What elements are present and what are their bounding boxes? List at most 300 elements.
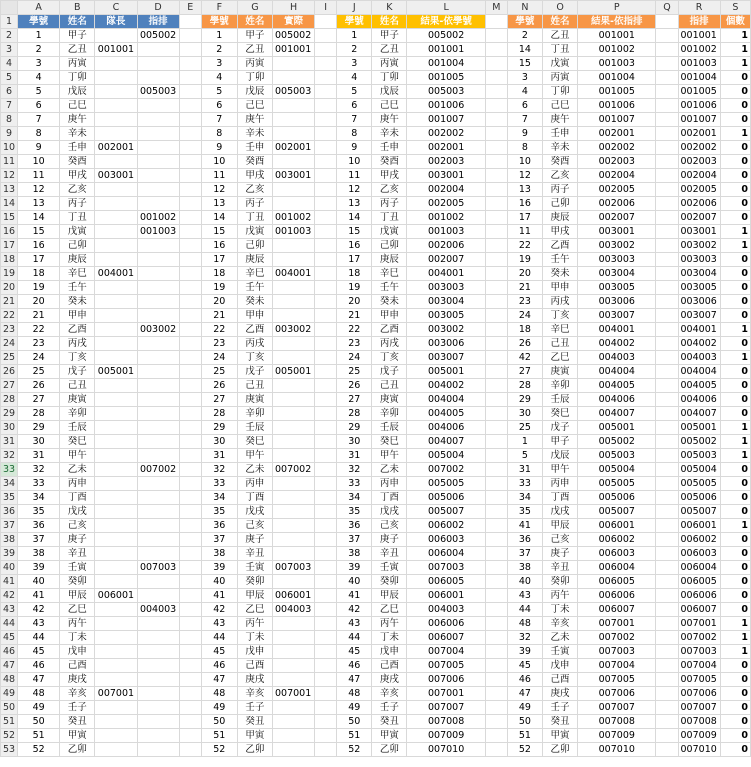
cell-n[interactable]: 36 xyxy=(507,533,542,547)
cell-h[interactable] xyxy=(273,449,315,463)
cell-m[interactable] xyxy=(485,477,507,491)
cell-g[interactable]: 辛巳 xyxy=(237,267,272,281)
cell-p[interactable]: 002002 xyxy=(578,141,656,155)
cell-h[interactable] xyxy=(273,155,315,169)
cell-j[interactable]: 37 xyxy=(337,533,372,547)
cell-b[interactable]: 戊戌 xyxy=(60,505,95,519)
cell-d[interactable] xyxy=(137,183,179,197)
cell-a[interactable]: 29 xyxy=(18,421,60,435)
cell-k[interactable]: 丙寅 xyxy=(372,57,407,71)
cell-c[interactable] xyxy=(95,351,137,365)
cell-a[interactable]: 32 xyxy=(18,463,60,477)
header-cell-result-by-id[interactable]: 結果-依學號 xyxy=(407,15,485,29)
cell-o[interactable]: 壬子 xyxy=(543,701,578,715)
cell-l[interactable]: 007009 xyxy=(407,729,485,743)
cell-m[interactable] xyxy=(485,617,507,631)
cell-q[interactable] xyxy=(656,575,678,589)
cell-d[interactable]: 007002 xyxy=(137,463,179,477)
row-number[interactable]: 13 xyxy=(1,183,18,197)
cell-n[interactable]: 15 xyxy=(507,57,542,71)
row-number[interactable]: 14 xyxy=(1,197,18,211)
cell-c[interactable] xyxy=(95,519,137,533)
cell-s[interactable]: 0 xyxy=(720,715,750,729)
cell-d[interactable]: 003002 xyxy=(137,323,179,337)
cell-m[interactable] xyxy=(485,449,507,463)
cell-r[interactable]: 003004 xyxy=(678,267,720,281)
cell-s[interactable]: 0 xyxy=(720,155,750,169)
cell-f[interactable]: 15 xyxy=(201,225,237,239)
column-header[interactable]: Q xyxy=(656,1,678,15)
cell-k[interactable]: 己卯 xyxy=(372,239,407,253)
cell-k[interactable]: 己巳 xyxy=(372,99,407,113)
cell-n[interactable]: 48 xyxy=(507,617,542,631)
cell-m[interactable] xyxy=(485,295,507,309)
row-number[interactable]: 38 xyxy=(1,533,18,547)
cell-q[interactable] xyxy=(656,239,678,253)
cell-b[interactable]: 丁未 xyxy=(60,631,95,645)
cell-r[interactable]: 002003 xyxy=(678,155,720,169)
cell-f[interactable]: 38 xyxy=(201,547,237,561)
cell-d[interactable] xyxy=(137,393,179,407)
cell-l[interactable]: 003002 xyxy=(407,323,485,337)
cell-f[interactable]: 14 xyxy=(201,211,237,225)
cell-e[interactable] xyxy=(179,337,201,351)
cell-c[interactable]: 004001 xyxy=(95,267,137,281)
cell-h[interactable] xyxy=(273,183,315,197)
cell-i[interactable] xyxy=(315,281,337,295)
cell-p[interactable]: 002001 xyxy=(578,127,656,141)
cell-b[interactable]: 甲寅 xyxy=(60,729,95,743)
cell-f[interactable]: 20 xyxy=(201,295,237,309)
cell-b[interactable]: 庚子 xyxy=(60,533,95,547)
cell-r[interactable]: 005006 xyxy=(678,491,720,505)
row-number[interactable]: 32 xyxy=(1,449,18,463)
cell-l[interactable]: 006002 xyxy=(407,519,485,533)
cell-h[interactable] xyxy=(273,407,315,421)
cell-j[interactable]: 13 xyxy=(337,197,372,211)
cell-e[interactable] xyxy=(179,351,201,365)
cell-q[interactable] xyxy=(656,309,678,323)
cell-r[interactable]: 001004 xyxy=(678,71,720,85)
cell-n[interactable]: 35 xyxy=(507,505,542,519)
cell-o[interactable]: 庚戌 xyxy=(543,687,578,701)
cell-n[interactable]: 40 xyxy=(507,575,542,589)
cell-o[interactable]: 癸巳 xyxy=(543,407,578,421)
cell-h[interactable]: 005002 xyxy=(273,29,315,43)
cell-p[interactable]: 007002 xyxy=(578,631,656,645)
cell-g[interactable]: 丙寅 xyxy=(237,57,272,71)
cell-q[interactable] xyxy=(656,43,678,57)
cell-g[interactable]: 己卯 xyxy=(237,239,272,253)
cell-a[interactable]: 25 xyxy=(18,365,60,379)
cell-k[interactable]: 甲申 xyxy=(372,309,407,323)
cell-e[interactable] xyxy=(179,365,201,379)
cell-h[interactable]: 003002 xyxy=(273,323,315,337)
cell-g[interactable]: 己亥 xyxy=(237,519,272,533)
cell-p[interactable]: 001006 xyxy=(578,99,656,113)
cell-p[interactable]: 007004 xyxy=(578,659,656,673)
cell-e[interactable] xyxy=(179,407,201,421)
cell-h[interactable] xyxy=(273,547,315,561)
cell-a[interactable]: 46 xyxy=(18,659,60,673)
cell-g[interactable]: 壬寅 xyxy=(237,561,272,575)
cell-i[interactable] xyxy=(315,365,337,379)
cell-q[interactable] xyxy=(656,141,678,155)
cell-k[interactable]: 丙申 xyxy=(372,477,407,491)
cell-e[interactable] xyxy=(179,99,201,113)
cell-c[interactable] xyxy=(95,533,137,547)
cell-b[interactable]: 甲申 xyxy=(60,309,95,323)
cell-m[interactable] xyxy=(485,351,507,365)
cell-d[interactable] xyxy=(137,547,179,561)
cell-r[interactable]: 002001 xyxy=(678,127,720,141)
cell-d[interactable] xyxy=(137,491,179,505)
cell-g[interactable]: 癸酉 xyxy=(237,155,272,169)
cell-k[interactable]: 庚午 xyxy=(372,113,407,127)
cell-c[interactable] xyxy=(95,407,137,421)
cell-m[interactable] xyxy=(485,533,507,547)
cell-j[interactable]: 35 xyxy=(337,505,372,519)
cell-s[interactable]: 0 xyxy=(720,169,750,183)
row-number[interactable]: 18 xyxy=(1,253,18,267)
row-number[interactable]: 51 xyxy=(1,715,18,729)
cell-r[interactable]: 005004 xyxy=(678,463,720,477)
cell-s[interactable]: 0 xyxy=(720,561,750,575)
cell-i[interactable] xyxy=(315,99,337,113)
cell-k[interactable]: 甲寅 xyxy=(372,729,407,743)
cell-m[interactable] xyxy=(485,505,507,519)
cell-n[interactable]: 3 xyxy=(507,71,542,85)
cell-n[interactable]: 27 xyxy=(507,365,542,379)
cell-h[interactable] xyxy=(273,505,315,519)
cell-s[interactable]: 0 xyxy=(720,337,750,351)
cell-i[interactable] xyxy=(315,183,337,197)
cell-j[interactable]: 17 xyxy=(337,253,372,267)
cell-b[interactable]: 丁酉 xyxy=(60,491,95,505)
cell-g[interactable]: 丙子 xyxy=(237,197,272,211)
cell-a[interactable]: 42 xyxy=(18,603,60,617)
cell-d[interactable] xyxy=(137,337,179,351)
cell-r[interactable]: 004007 xyxy=(678,407,720,421)
cell-e[interactable] xyxy=(179,155,201,169)
cell-d[interactable] xyxy=(137,71,179,85)
cell-s[interactable]: 0 xyxy=(720,253,750,267)
cell-f[interactable]: 44 xyxy=(201,631,237,645)
cell-n[interactable]: 21 xyxy=(507,281,542,295)
cell-k[interactable]: 丙午 xyxy=(372,617,407,631)
cell-q[interactable] xyxy=(656,715,678,729)
cell-l[interactable]: 005001 xyxy=(407,365,485,379)
row-number[interactable]: 50 xyxy=(1,701,18,715)
cell-p[interactable]: 006005 xyxy=(578,575,656,589)
cell-g[interactable]: 癸丑 xyxy=(237,715,272,729)
cell-n[interactable]: 8 xyxy=(507,141,542,155)
cell-s[interactable]: 1 xyxy=(720,435,750,449)
cell-e[interactable] xyxy=(179,141,201,155)
cell-c[interactable] xyxy=(95,99,137,113)
cell-i[interactable] xyxy=(315,141,337,155)
cell-a[interactable]: 36 xyxy=(18,519,60,533)
cell-i[interactable] xyxy=(315,477,337,491)
cell-e[interactable] xyxy=(179,29,201,43)
cell-r[interactable]: 003007 xyxy=(678,309,720,323)
cell-o[interactable]: 辛巳 xyxy=(543,323,578,337)
cell-a[interactable]: 9 xyxy=(18,141,60,155)
row-number[interactable]: 45 xyxy=(1,631,18,645)
cell-m[interactable] xyxy=(485,575,507,589)
cell-d[interactable] xyxy=(137,169,179,183)
cell-p[interactable]: 002005 xyxy=(578,183,656,197)
cell-s[interactable]: 1 xyxy=(720,519,750,533)
cell-q[interactable] xyxy=(656,743,678,757)
cell-i[interactable] xyxy=(315,211,337,225)
column-header[interactable]: S xyxy=(720,1,750,15)
cell-l[interactable]: 006003 xyxy=(407,533,485,547)
cell-n[interactable]: 5 xyxy=(507,449,542,463)
cell-r[interactable]: 006005 xyxy=(678,575,720,589)
cell-c[interactable]: 005001 xyxy=(95,365,137,379)
cell-h[interactable]: 007002 xyxy=(273,463,315,477)
column-header[interactable]: A xyxy=(18,1,60,15)
cell-k[interactable]: 壬辰 xyxy=(372,421,407,435)
cell-c[interactable] xyxy=(95,435,137,449)
cell-n[interactable]: 38 xyxy=(507,561,542,575)
cell-g[interactable]: 甲子 xyxy=(237,29,272,43)
cell-b[interactable]: 己巳 xyxy=(60,99,95,113)
cell-i[interactable] xyxy=(315,491,337,505)
cell-n[interactable]: 2 xyxy=(507,29,542,43)
cell-r[interactable]: 007007 xyxy=(678,701,720,715)
cell-r[interactable]: 007004 xyxy=(678,659,720,673)
column-header[interactable]: D xyxy=(137,1,179,15)
cell-b[interactable]: 丙申 xyxy=(60,477,95,491)
cell-r[interactable]: 002007 xyxy=(678,211,720,225)
cell-m[interactable] xyxy=(485,547,507,561)
cell-b[interactable]: 癸丑 xyxy=(60,715,95,729)
cell-p[interactable]: 006006 xyxy=(578,589,656,603)
cell-r[interactable]: 004004 xyxy=(678,365,720,379)
cell-a[interactable]: 44 xyxy=(18,631,60,645)
cell-k[interactable]: 甲辰 xyxy=(372,589,407,603)
cell-h[interactable] xyxy=(273,127,315,141)
cell-f[interactable]: 12 xyxy=(201,183,237,197)
cell-j[interactable]: 14 xyxy=(337,211,372,225)
cell-c[interactable] xyxy=(95,561,137,575)
cell-g[interactable]: 丁酉 xyxy=(237,491,272,505)
cell-l[interactable]: 004004 xyxy=(407,393,485,407)
cell-c[interactable] xyxy=(95,673,137,687)
cell-a[interactable]: 23 xyxy=(18,337,60,351)
cell-i[interactable] xyxy=(315,687,337,701)
cell-b[interactable]: 己酉 xyxy=(60,659,95,673)
row-number[interactable]: 28 xyxy=(1,393,18,407)
cell-p[interactable]: 007007 xyxy=(578,701,656,715)
cell-h[interactable] xyxy=(273,57,315,71)
cell-k[interactable]: 乙亥 xyxy=(372,183,407,197)
cell-j[interactable]: 36 xyxy=(337,519,372,533)
cell-l[interactable]: 005006 xyxy=(407,491,485,505)
cell-e[interactable] xyxy=(179,43,201,57)
cell-p[interactable]: 003005 xyxy=(578,281,656,295)
cell-s[interactable]: 0 xyxy=(720,533,750,547)
row-number[interactable]: 43 xyxy=(1,603,18,617)
cell-f[interactable]: 29 xyxy=(201,421,237,435)
cell-f[interactable]: 35 xyxy=(201,505,237,519)
cell-d[interactable] xyxy=(137,575,179,589)
cell-c[interactable] xyxy=(95,57,137,71)
cell-c[interactable] xyxy=(95,449,137,463)
cell-e[interactable] xyxy=(179,239,201,253)
cell-g[interactable]: 甲辰 xyxy=(237,589,272,603)
cell-e[interactable] xyxy=(179,309,201,323)
cell-j[interactable]: 7 xyxy=(337,113,372,127)
cell-r[interactable]: 006004 xyxy=(678,561,720,575)
cell-i[interactable] xyxy=(315,617,337,631)
cell-a[interactable]: 51 xyxy=(18,729,60,743)
cell-a[interactable]: 17 xyxy=(18,253,60,267)
column-header[interactable]: G xyxy=(237,1,272,15)
cell-l[interactable]: 006004 xyxy=(407,547,485,561)
cell-c[interactable] xyxy=(95,113,137,127)
cell-o[interactable]: 戊申 xyxy=(543,659,578,673)
cell-r[interactable]: 001002 xyxy=(678,43,720,57)
cell-d[interactable] xyxy=(137,729,179,743)
cell-k[interactable]: 戊寅 xyxy=(372,225,407,239)
cell-e[interactable] xyxy=(179,743,201,757)
cell-h[interactable] xyxy=(273,99,315,113)
cell-r[interactable]: 002004 xyxy=(678,169,720,183)
cell-j[interactable]: 21 xyxy=(337,309,372,323)
cell-e[interactable] xyxy=(179,519,201,533)
cell-i[interactable] xyxy=(315,729,337,743)
cell-s[interactable]: 0 xyxy=(720,183,750,197)
header-cell-student-no[interactable]: 學號 xyxy=(337,15,372,29)
cell-o[interactable]: 壬午 xyxy=(543,253,578,267)
cell-e[interactable] xyxy=(179,211,201,225)
cell-l[interactable]: 006006 xyxy=(407,617,485,631)
cell-k[interactable]: 辛丑 xyxy=(372,547,407,561)
row-number[interactable]: 26 xyxy=(1,365,18,379)
cell-l[interactable]: 007003 xyxy=(407,561,485,575)
cell-r[interactable]: 007010 xyxy=(678,743,720,757)
cell-p[interactable]: 001002 xyxy=(578,43,656,57)
cell-d[interactable] xyxy=(137,449,179,463)
cell-o[interactable]: 甲子 xyxy=(543,435,578,449)
cell-g[interactable]: 甲戌 xyxy=(237,169,272,183)
cell-j[interactable]: 18 xyxy=(337,267,372,281)
cell-k[interactable]: 乙酉 xyxy=(372,323,407,337)
cell-s[interactable]: 0 xyxy=(720,379,750,393)
cell-c[interactable] xyxy=(95,337,137,351)
cell-a[interactable]: 50 xyxy=(18,715,60,729)
cell-c[interactable]: 007001 xyxy=(95,687,137,701)
cell-h[interactable]: 001003 xyxy=(273,225,315,239)
cell-d[interactable] xyxy=(137,631,179,645)
cell-g[interactable]: 辛未 xyxy=(237,127,272,141)
cell-n[interactable]: 7 xyxy=(507,113,542,127)
cell-i[interactable] xyxy=(315,659,337,673)
column-header[interactable]: C xyxy=(95,1,137,15)
cell-i[interactable] xyxy=(315,29,337,43)
row-number[interactable]: 16 xyxy=(1,225,18,239)
cell-m[interactable] xyxy=(485,141,507,155)
cell-n[interactable]: 45 xyxy=(507,659,542,673)
cell-a[interactable]: 20 xyxy=(18,295,60,309)
cell-s[interactable]: 1 xyxy=(720,323,750,337)
cell-b[interactable]: 甲辰 xyxy=(60,589,95,603)
cell-s[interactable]: 0 xyxy=(720,547,750,561)
cell-q[interactable] xyxy=(656,519,678,533)
cell-d[interactable] xyxy=(137,673,179,687)
cell-q[interactable] xyxy=(656,351,678,365)
cell-f[interactable]: 24 xyxy=(201,351,237,365)
cell-r[interactable]: 006007 xyxy=(678,603,720,617)
row-number[interactable]: 2 xyxy=(1,29,18,43)
cell-o[interactable]: 己亥 xyxy=(543,533,578,547)
cell-n[interactable]: 6 xyxy=(507,99,542,113)
cell-r[interactable]: 003005 xyxy=(678,281,720,295)
cell-i[interactable] xyxy=(315,253,337,267)
cell-o[interactable]: 丙寅 xyxy=(543,71,578,85)
cell-n[interactable]: 12 xyxy=(507,169,542,183)
cell-o[interactable]: 己卯 xyxy=(543,197,578,211)
cell-o[interactable]: 己巳 xyxy=(543,99,578,113)
cell-j[interactable]: 31 xyxy=(337,449,372,463)
cell-n[interactable]: 22 xyxy=(507,239,542,253)
cell-n[interactable]: 52 xyxy=(507,743,542,757)
cell-q[interactable] xyxy=(656,463,678,477)
row-number[interactable]: 7 xyxy=(1,99,18,113)
cell-k[interactable]: 甲戌 xyxy=(372,169,407,183)
cell-n[interactable]: 32 xyxy=(507,631,542,645)
cell-b[interactable]: 丙寅 xyxy=(60,57,95,71)
row-number[interactable]: 12 xyxy=(1,169,18,183)
cell-m[interactable] xyxy=(485,337,507,351)
cell-l[interactable]: 002004 xyxy=(407,183,485,197)
cell-g[interactable]: 庚午 xyxy=(237,113,272,127)
cell-h[interactable] xyxy=(273,379,315,393)
cell-o[interactable]: 庚辰 xyxy=(543,211,578,225)
cell-p[interactable]: 005001 xyxy=(578,421,656,435)
cell-j[interactable]: 41 xyxy=(337,589,372,603)
cell-h[interactable] xyxy=(273,715,315,729)
cell-d[interactable] xyxy=(137,659,179,673)
cell-g[interactable]: 乙巳 xyxy=(237,603,272,617)
cell-l[interactable]: 006001 xyxy=(407,589,485,603)
cell-m[interactable] xyxy=(485,127,507,141)
cell-s[interactable]: 0 xyxy=(720,687,750,701)
column-header[interactable]: P xyxy=(578,1,656,15)
cell-n[interactable]: 20 xyxy=(507,267,542,281)
cell-s[interactable]: 0 xyxy=(720,659,750,673)
cell-k[interactable]: 癸未 xyxy=(372,295,407,309)
cell-b[interactable]: 戊申 xyxy=(60,645,95,659)
cell-o[interactable]: 乙卯 xyxy=(543,743,578,757)
cell-k[interactable]: 戊申 xyxy=(372,645,407,659)
cell-b[interactable]: 壬子 xyxy=(60,701,95,715)
cell-f[interactable]: 8 xyxy=(201,127,237,141)
cell-l[interactable]: 003003 xyxy=(407,281,485,295)
cell-h[interactable]: 007001 xyxy=(273,687,315,701)
cell-a[interactable]: 15 xyxy=(18,225,60,239)
cell-l[interactable]: 002006 xyxy=(407,239,485,253)
cell-j[interactable]: 4 xyxy=(337,71,372,85)
cell-s[interactable]: 0 xyxy=(720,729,750,743)
cell-a[interactable]: 16 xyxy=(18,239,60,253)
cell-j[interactable]: 47 xyxy=(337,673,372,687)
cell-r[interactable]: 003003 xyxy=(678,253,720,267)
cell-j[interactable]: 51 xyxy=(337,729,372,743)
